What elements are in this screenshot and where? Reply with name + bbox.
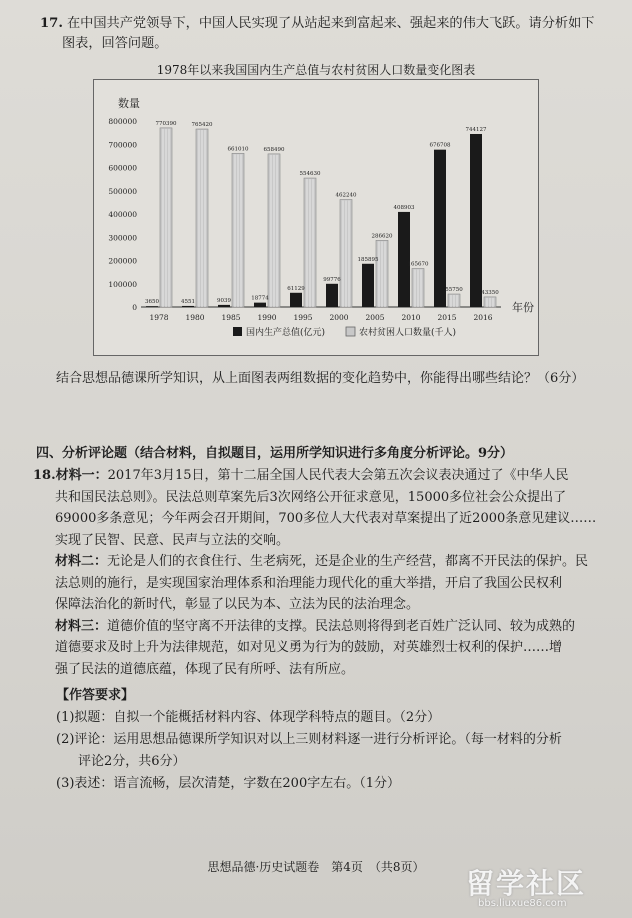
requirement-3: (3)表述：语言流畅，层次清楚，字数在200字左右。（1分）	[56, 776, 400, 791]
material-1-label: 材料一：	[55, 468, 108, 483]
data-label-gdp: 744127	[465, 126, 487, 133]
y-tick-label: 400000	[108, 210, 137, 219]
y-axis-label: 数量	[118, 97, 140, 110]
requirement-2-cont: 评论2分，共6分）	[78, 754, 186, 769]
y-tick-label: 300000	[108, 233, 137, 243]
bar-chart	[93, 79, 537, 354]
material-1-text: 69000多条意见；今年两会召开期间，700多位人大代表对草案提出了近2000条意见建议……	[55, 511, 597, 526]
data-label-gdp: 9039	[217, 297, 231, 304]
y-tick-label: 800000	[108, 117, 137, 126]
data-label-poverty: 165670	[407, 261, 429, 268]
watermark-logo	[466, 862, 606, 912]
legend-label-gdp: 国内生产总值(亿元)	[246, 328, 326, 338]
material-1-text: 共和国民法总则》。民法总则草案先后3次网络公开征求意见，15000多位社会公众提出了	[55, 489, 567, 505]
material-2-text: 法总则的施行，是实现国家治理体系和治理能力现代化的重大举措，开启了我国公民权利	[55, 575, 563, 591]
data-label-gdp: 408903	[393, 204, 415, 211]
page-footer: 思想品德·历史试题卷 第4页 （共8页）	[207, 860, 425, 874]
material-3-label: 材料三：	[55, 618, 108, 634]
answer-requirements	[56, 685, 616, 795]
bar-gdp	[290, 293, 302, 307]
bar-gdp	[254, 303, 266, 307]
watermark-url: bbs.liuxue86.com	[478, 898, 567, 909]
bar-gdp	[182, 306, 194, 307]
data-label-poverty: 462240	[335, 192, 357, 199]
material-2-text: 保障法治化的新时代，彰显了以民为本、立法为民的法治理念。	[55, 597, 420, 612]
x-tick-label: 1995	[293, 313, 313, 322]
watermark-logo-text: 留学社区	[466, 867, 587, 900]
x-tick-label: 1978	[149, 313, 169, 322]
question-17	[40, 14, 600, 54]
data-label-gdp: 185895	[357, 256, 379, 263]
question-number: 17.	[40, 16, 63, 31]
x-tick-label: 1990	[257, 313, 277, 322]
y-tick-label: 700000	[108, 140, 137, 150]
x-tick-label: 1980	[185, 313, 205, 322]
data-label-poverty: 661010	[227, 146, 249, 153]
bar-gdp	[362, 264, 374, 307]
x-tick-label: 2010	[401, 313, 421, 322]
data-label-gdp: 3650	[145, 299, 159, 306]
question-number: 18.	[33, 468, 56, 483]
y-tick-label: 0	[132, 303, 137, 312]
y-tick-label: 600000	[108, 163, 137, 173]
data-label-poverty: 286620	[371, 233, 393, 240]
question-17-line1: 在中国共产党领导下，中国人民实现了从站起来到富起来、强起来的伟大飞跃。请分析如下	[66, 16, 595, 31]
section-4-heading: 四、分析评论题（结合材料，自拟题目，运用所学知识进行多角度分析评论。9分）	[36, 446, 514, 461]
material-2-label: 材料二：	[55, 554, 108, 569]
y-tick-label: 100000	[108, 279, 137, 289]
bar-gdp	[398, 212, 410, 307]
bar-gdp	[470, 134, 482, 307]
data-label-poverty: 554630	[299, 171, 321, 178]
material-2-text: 无论是人们的衣食住行、生老病死，还是企业的生产经营，都离不开民法的保护。民	[107, 554, 589, 569]
data-label-gdp: 61129	[287, 285, 305, 292]
material-3-text: 道德价值的坚守离不开法律的支撑。民法总则将得到老百姓广泛认同、较为成熟的	[107, 618, 576, 634]
chart-title: 1978年以来我国国内生产总值与农村贫困人口数量变化图表	[156, 63, 476, 77]
data-label-gdp: 4551	[181, 298, 195, 305]
material-3-text: 强了民法的道德底蕴，体现了民有所呼、法有所应。	[55, 661, 355, 677]
legend-swatch-poverty	[346, 327, 355, 336]
y-tick-label: 500000	[108, 186, 137, 196]
question-17-line2: 图表，回答问题。	[62, 36, 168, 51]
material-1-text: 2017年3月15日，第十二届全国人民代表大会第五次会议表决通过了《中华人民	[107, 468, 569, 483]
data-label-poverty: 765420	[191, 122, 213, 129]
requirements-heading: 【作答要求】	[56, 688, 135, 703]
bar-gdp	[218, 305, 230, 307]
bar-gdp	[146, 306, 158, 307]
data-label-poverty: 658490	[263, 146, 285, 153]
requirement-1: (1)拟题：自拟一个能概括材料内容、体现学科特点的题目。（2分）	[56, 710, 441, 725]
legend-label-poverty: 农村贫困人口数量(千人)	[359, 328, 457, 338]
data-label-gdp: 99776	[323, 276, 341, 283]
x-axis-label: 年份	[512, 301, 534, 314]
data-label-gdp: 676708	[429, 142, 451, 149]
question-17-prompt: 结合思想品德课所学知识，从上面图表两组数据的变化趋势中，你能得出哪些结论？（6分）	[56, 371, 585, 386]
requirement-2: (2)评论：运用思想品德课所学知识对以上三则材料逐一进行分析评论。（每一材料的分析	[56, 732, 562, 747]
data-label-poverty: 43350	[481, 289, 499, 296]
x-tick-label: 1985	[221, 313, 241, 322]
bar-gdp	[434, 150, 446, 307]
bar-gdp	[326, 284, 338, 307]
y-tick-label: 200000	[108, 256, 137, 266]
x-tick-label: 2015	[437, 313, 457, 322]
data-label-poverty: 55750	[445, 287, 463, 294]
legend-swatch-gdp	[233, 327, 242, 336]
x-tick-label: 2000	[329, 313, 349, 322]
data-label-gdp: 18774	[251, 295, 269, 302]
x-tick-label: 2005	[365, 313, 385, 322]
x-tick-label: 2016	[473, 313, 493, 322]
data-label-poverty: 770390	[155, 120, 177, 127]
material-3-text: 道德要求及时上升为法律规范，如对见义勇为行为的鼓励，对英雄烈士权利的保护……增	[55, 640, 563, 655]
material-1-text: 实现了民智、民意、民声与立法的交响。	[55, 532, 290, 548]
question-18	[33, 465, 603, 680]
